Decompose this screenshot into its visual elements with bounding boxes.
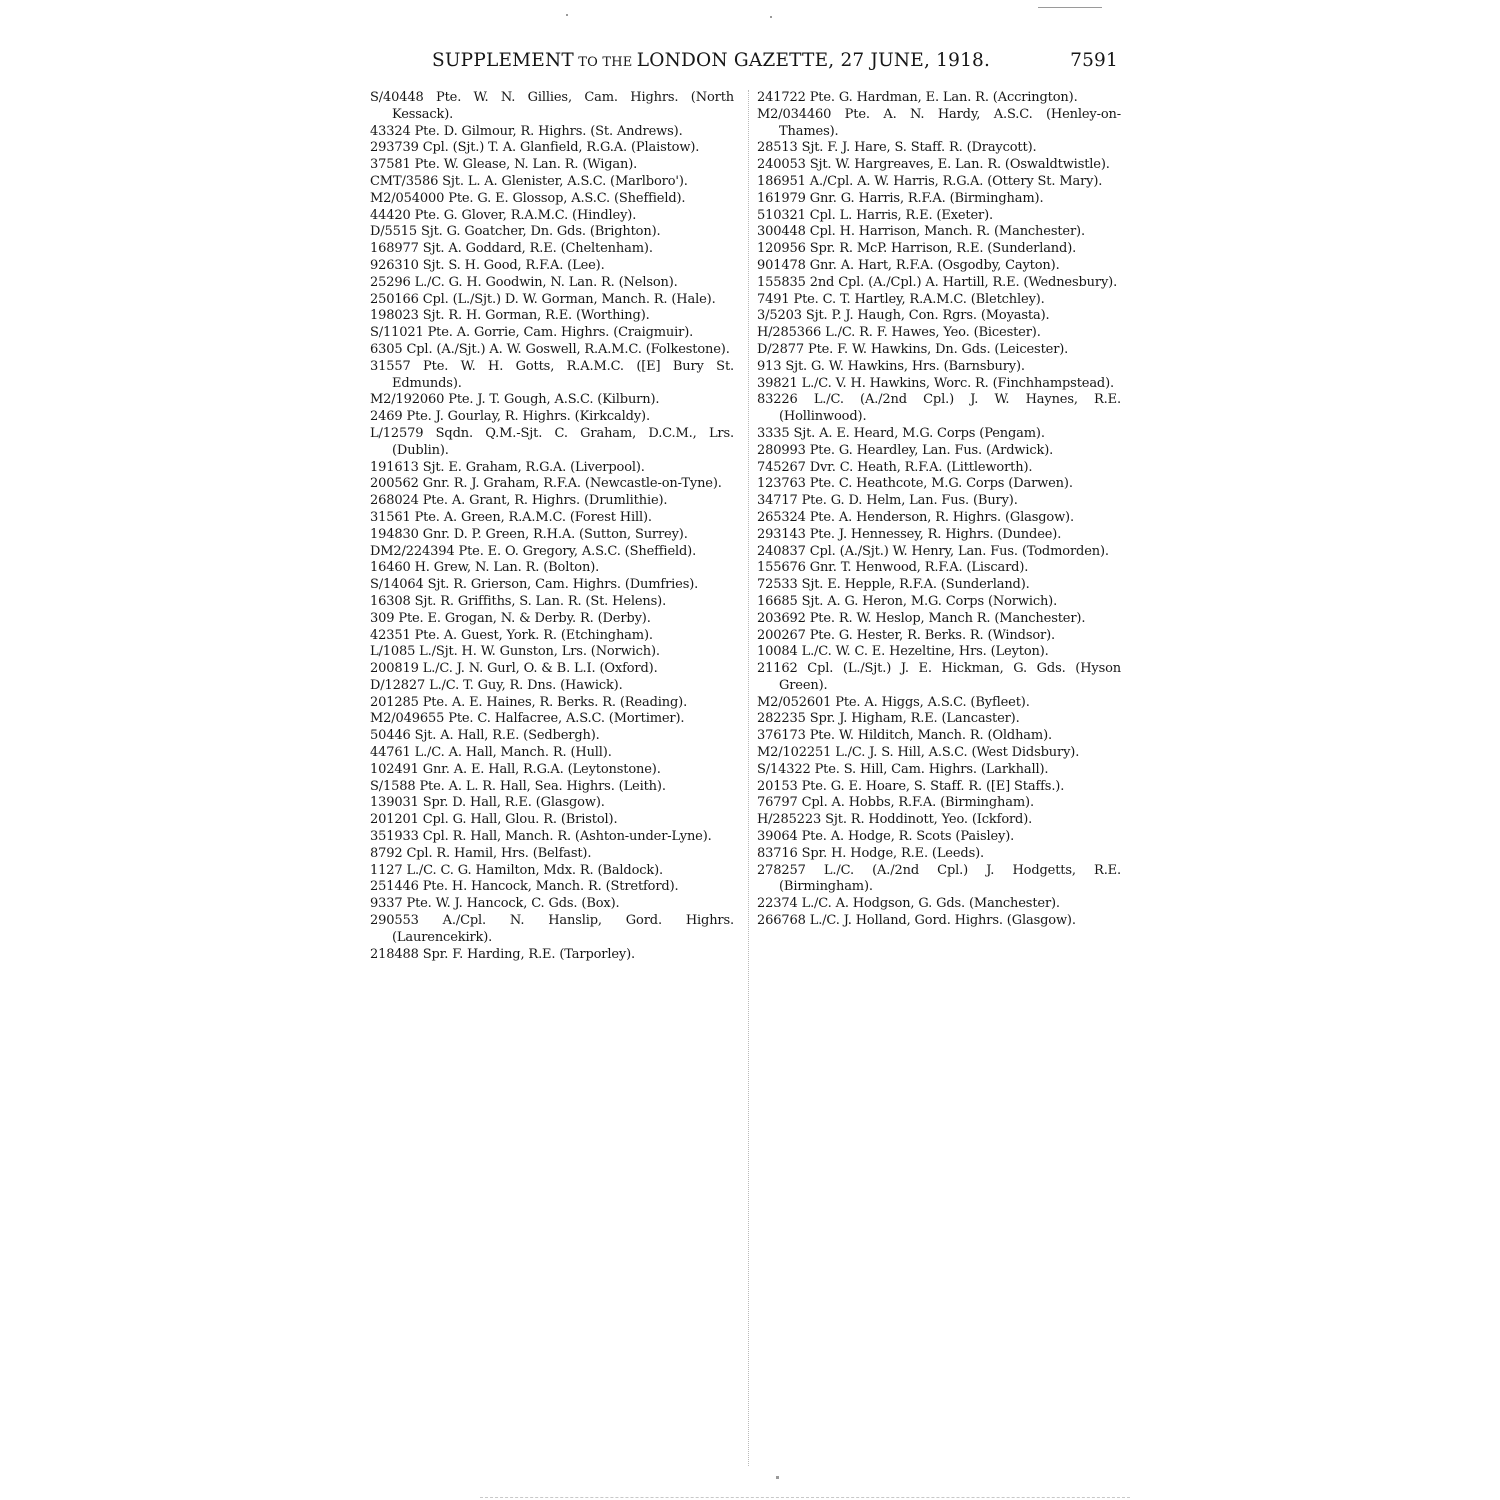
list-item: 22374 L./C. A. Hodgson, G. Gds. (Manchester). (757, 896, 1060, 912)
list-item: 351933 Cpl. R. Hall, Manch. R. (Ashton-under-Lyne). (370, 829, 712, 845)
list-item: DM2/224394 Pte. E. O. Gregory, A.S.C. (Sheffield). (370, 543, 697, 559)
gazette-page (370, 44, 1120, 1464)
list-item: D/5515 Sjt. G. Goatcher, Dn. Gds. (Brighton). (370, 224, 661, 240)
list-item: D/12827 L./C. T. Guy, R. Dns. (Hawick). (370, 677, 623, 693)
scan-mark-top (566, 14, 568, 16)
list-item: CMT/3586 Sjt. L. A. Glenister, A.S.C. (Marlboro'). (370, 173, 688, 189)
list-item: M2/052601 Pte. A. Higgs, A.S.C. (Byfleet). (757, 694, 1030, 710)
list-item: M2/054000 Pte. G. E. Glossop, A.S.C. (Sheffield). (370, 190, 686, 206)
list-item: 102491 Gnr. A. E. Hall, R.G.A. (Leytonstone). (370, 761, 661, 777)
page-number: 7591 (1070, 50, 1118, 71)
list-item: 2469 Pte. J. Gourlay, R. Highrs. (Kirkcaldy). (370, 409, 650, 425)
list-item: 266768 L./C. J. Holland, Gord. Highrs. (Glasgow). (757, 913, 1076, 929)
title-post: LONDON GAZETTE, 27 JUNE, 1918. (636, 50, 991, 71)
list-item: 34717 Pte. G. D. Helm, Lan. Fus. (Bury). (757, 493, 1018, 509)
list-item: 201201 Cpl. G. Hall, Glou. R. (Bristol). (370, 812, 618, 828)
list-item: 83226 L./C. (A./2nd Cpl.) J. W. Haynes, R.E. (Hollinwood). (757, 392, 1121, 425)
page-header (370, 48, 1120, 74)
list-item: M2/192060 Pte. J. T. Gough, A.S.C. (Kilburn). (370, 392, 660, 408)
list-item: 218488 Spr. F. Harding, R.E. (Tarporley). (370, 946, 636, 962)
list-item: 83716 Spr. H. Hodge, R.E. (Leeds). (757, 845, 984, 861)
list-item: 293739 Cpl. (Sjt.) T. A. Glanfield, R.G.A. (Plaistow). (370, 140, 700, 156)
list-item: 10084 L./C. W. C. E. Hezeltine, Hrs. (Leyton). (757, 644, 1049, 660)
list-item: 265324 Pte. A. Henderson, R. Highrs. (Glasgow). (757, 509, 1074, 525)
list-item: 16685 Sjt. A. G. Heron, M.G. Corps (Norwich). (757, 593, 1058, 609)
list-item: 16308 Sjt. R. Griffiths, S. Lan. R. (St. Helens). (370, 593, 667, 609)
list-item: 37581 Pte. W. Glease, N. Lan. R. (Wigan). (370, 157, 638, 173)
list-item: 186951 A./Cpl. A. W. Harris, R.G.A. (Ottery St. Mary). (757, 173, 1103, 189)
list-item: 42351 Pte. A. Guest, York. R. (Etchingham). (370, 627, 653, 643)
list-item: 39821 L./C. V. H. Hawkins, Worc. R. (Finchhampstead). (757, 375, 1115, 391)
column-divider (748, 90, 749, 1466)
list-item: 293143 Pte. J. Hennessey, R. Highrs. (Dundee). (757, 526, 1062, 542)
list-item: 200819 L./C. J. N. Gurl, O. & B. L.I. (Oxford). (370, 661, 658, 677)
list-item: M2/034460 Pte. A. N. Hardy, A.S.C. (Henley-on-Thames). (757, 106, 1121, 139)
list-item: H/285366 L./C. R. F. Hawes, Yeo. (Bicester). (757, 325, 1041, 341)
list-item: 240053 Sjt. W. Hargreaves, E. Lan. R. (Oswaldtwistle). (757, 157, 1110, 173)
list-item: 123763 Pte. C. Heathcote, M.G. Corps (Darwen). (757, 476, 1073, 492)
list-item: 913 Sjt. G. W. Hawkins, Hrs. (Barnsbury). (757, 358, 1025, 374)
list-item: 201285 Pte. A. E. Haines, R. Berks. R. (Reading). (370, 694, 688, 710)
list-item: 300448 Cpl. H. Harrison, Manch. R. (Manchester). (757, 224, 1085, 240)
list-item: 745267 Dvr. C. Heath, R.F.A. (Littleworth). (757, 459, 1033, 475)
list-item: L/1085 L./Sjt. H. W. Gunston, Lrs. (Norwich). (370, 644, 660, 660)
list-item: 240837 Cpl. (A./Sjt.) W. Henry, Lan. Fus. (Todmorden). (757, 543, 1109, 559)
scan-mark-top (770, 16, 772, 18)
list-item: 7491 Pte. C. T. Hartley, R.A.M.C. (Bletchley). (757, 291, 1045, 307)
list-item: 203692 Pte. R. W. Heslop, Manch R. (Manchester). (757, 610, 1086, 626)
list-item: 161979 Gnr. G. Harris, R.F.A. (Birmingham). (757, 190, 1044, 206)
list-item: S/14064 Sjt. R. Grierson, Cam. Highrs. (Dumfries). (370, 577, 699, 593)
list-item: 31557 Pte. W. H. Gotts, R.A.M.C. ([E] Bury St. Edmunds). (370, 358, 734, 391)
list-item: 198023 Sjt. R. H. Gorman, R.E. (Worthing). (370, 308, 650, 324)
list-item: 9337 Pte. W. J. Hancock, C. Gds. (Box). (370, 896, 620, 912)
list-item: 200267 Pte. G. Hester, R. Berks. R. (Windsor). (757, 627, 1055, 643)
list-item: 76797 Cpl. A. Hobbs, R.F.A. (Birmingham). (757, 795, 1034, 811)
list-item: 28513 Sjt. F. J. Hare, S. Staff. R. (Draycott). (757, 140, 1037, 156)
list-item: 20153 Pte. G. E. Hoare, S. Staff. R. ([E] Staffs.). (757, 778, 1065, 794)
list-item: 25296 L./C. G. H. Goodwin, N. Lan. R. (Nelson). (370, 274, 678, 290)
list-item: 139031 Spr. D. Hall, R.E. (Glasgow). (370, 795, 605, 811)
list-item: 120956 Spr. R. McP. Harrison, R.E. (Sunderland). (757, 241, 1077, 257)
list-item: 16460 H. Grew, N. Lan. R. (Bolton). (370, 560, 600, 576)
list-item: 39064 Pte. A. Hodge, R. Scots (Paisley). (757, 829, 1015, 845)
list-item: H/285223 Sjt. R. Hoddinott, Yeo. (Ickford). (757, 812, 1033, 828)
list-item: 44420 Pte. G. Glover, R.A.M.C. (Hindley). (370, 207, 637, 223)
list-item: 72533 Sjt. E. Hepple, R.F.A. (Sunderland). (757, 577, 1030, 593)
list-item: 280993 Pte. G. Heardley, Lan. Fus. (Ardwick). (757, 442, 1054, 458)
list-item: 901478 Gnr. A. Hart, R.F.A. (Osgodby, Cayton). (757, 257, 1060, 273)
list-item: S/14322 Pte. S. Hill, Cam. Highrs. (Larkhall). (757, 761, 1049, 777)
list-item: 3/5203 Sjt. P. J. Haugh, Con. Rgrs. (Moyasta). (757, 308, 1050, 324)
list-item: 250166 Cpl. (L./Sjt.) D. W. Gorman, Manch. R. (Hale). (370, 291, 716, 307)
list-item: 191613 Sjt. E. Graham, R.G.A. (Liverpool). (370, 459, 645, 475)
right-column (757, 90, 1121, 930)
scan-mark-top (1038, 7, 1102, 8)
page-title (432, 48, 990, 76)
list-item: 6305 Cpl. (A./Sjt.) A. W. Goswell, R.A.M.C. (Folkestone). (370, 341, 730, 357)
list-item: S/11021 Pte. A. Gorrie, Cam. Highrs. (Craigmuir). (370, 325, 694, 341)
title-pre: SUPPLEMENT (432, 50, 574, 71)
list-item: S/40448 Pte. W. N. Gillies, Cam. Highrs. (North Kessack). (370, 90, 734, 122)
list-item: 268024 Pte. A. Grant, R. Highrs. (Drumlithie). (370, 493, 668, 509)
list-item: 21162 Cpl. (L./Sjt.) J. E. Hickman, G. Gds. (Hyson Green). (757, 661, 1121, 693)
bottom-rule (480, 1497, 1130, 1498)
list-item: D/2877 Pte. F. W. Hawkins, Dn. Gds. (Leicester). (757, 341, 1069, 357)
list-item: 251446 Pte. H. Hancock, Manch. R. (Stretford). (370, 879, 679, 895)
list-item: 376173 Pte. W. Hilditch, Manch. R. (Oldham). (757, 728, 1052, 744)
list-item: M2/049655 Pte. C. Halfacree, A.S.C. (Mortimer). (370, 711, 685, 727)
list-item: 50446 Sjt. A. Hall, R.E. (Sedbergh). (370, 728, 600, 744)
list-item: 194830 Gnr. D. P. Green, R.H.A. (Sutton, Surrey). (370, 526, 688, 542)
list-item: 926310 Sjt. S. H. Good, R.F.A. (Lee). (370, 257, 605, 273)
list-item: 510321 Cpl. L. Harris, R.E. (Exeter). (757, 207, 994, 223)
list-item: 241722 Pte. G. Hardman, E. Lan. R. (Accrington). (757, 90, 1078, 105)
list-item: 282235 Spr. J. Higham, R.E. (Lancaster). (757, 711, 1020, 727)
list-item: 309 Pte. E. Grogan, N. & Derby. R. (Derby). (370, 610, 651, 626)
list-item: 168977 Sjt. A. Goddard, R.E. (Cheltenham). (370, 241, 653, 257)
list-item: 278257 L./C. (A./2nd Cpl.) J. Hodgetts, R.E. (Birmingham). (757, 862, 1121, 895)
list-item: 290553 A./Cpl. N. Hanslip, Gord. Highrs. (Laurencekirk). (370, 913, 734, 945)
left-column (370, 90, 734, 963)
list-item: 155835 2nd Cpl. (A./Cpl.) A. Hartill, R.E. (Wednesbury). (757, 274, 1118, 290)
scan-mark (776, 1476, 779, 1479)
list-item: 44761 L./C. A. Hall, Manch. R. (Hull). (370, 745, 612, 761)
list-item: 8792 Cpl. R. Hamil, Hrs. (Belfast). (370, 845, 592, 861)
list-item: 3335 Sjt. A. E. Heard, M.G. Corps (Pengam). (757, 425, 1045, 441)
list-item: 200562 Gnr. R. J. Graham, R.F.A. (Newcastle-on-Tyne). (370, 476, 722, 492)
list-item: 31561 Pte. A. Green, R.A.M.C. (Forest Hill). (370, 509, 652, 525)
list-item: M2/102251 L./C. J. S. Hill, A.S.C. (West Didsbury). (757, 745, 1080, 761)
list-item: L/12579 Sqdn. Q.M.-Sjt. C. Graham, D.C.M., Lrs. (Dublin). (370, 425, 734, 458)
list-item: 1127 L./C. C. G. Hamilton, Mdx. R. (Baldock). (370, 862, 664, 878)
list-item: 43324 Pte. D. Gilmour, R. Highrs. (St. Andrews). (370, 123, 683, 139)
list-item: S/1588 Pte. A. L. R. Hall, Sea. Highrs. (Leith). (370, 778, 666, 794)
title-small: TO THE (573, 55, 637, 70)
list-item: 155676 Gnr. T. Henwood, R.F.A. (Liscard). (757, 560, 1029, 576)
